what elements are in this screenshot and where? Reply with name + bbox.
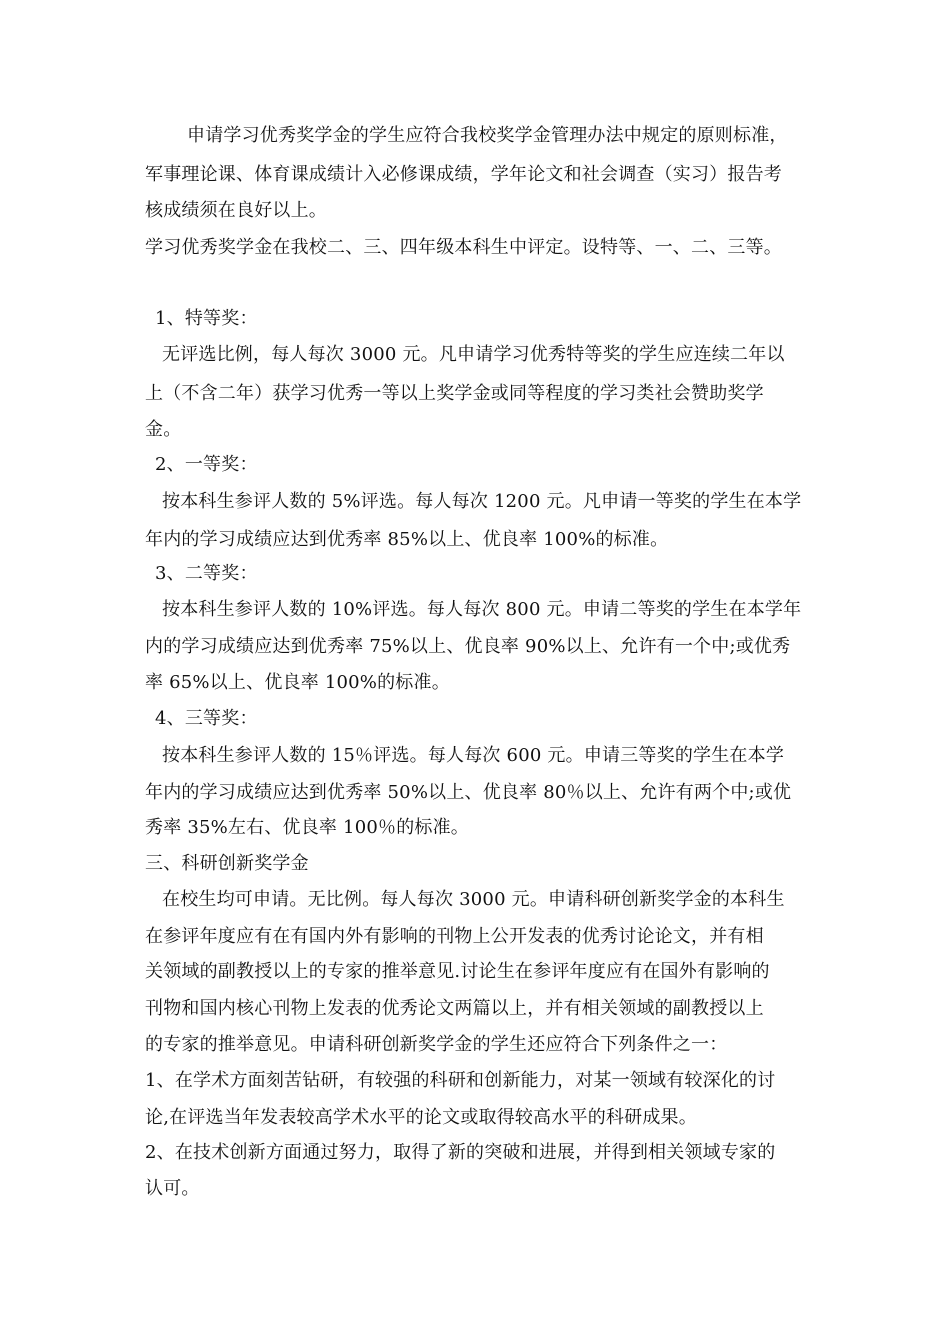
section-heading: 1、特等奖： [155, 308, 258, 329]
paragraph-line: 无评选比例，每人每次 3000 元。凡申请学习优秀特等奖的学生应连续二年以 [162, 344, 785, 365]
paragraph-line: 2、在技术创新方面通过努力，取得了新的突破和进展，并得到相关领域专家的 [145, 1142, 776, 1163]
paragraph-line: 年内的学习成绩应达到优秀率 50%以上、优良率 80％以上、允许有两个中;或优 [145, 782, 792, 803]
paragraph-line: 率 65%以上、优良率 100%的标准。 [145, 672, 450, 693]
paragraph-line: 关领域的副教授以上的专家的推举意见.讨论生在参评年度应有在国外有影响的 [145, 961, 770, 982]
paragraph-line: 刊物和国内核心刊物上发表的优秀论文两篇以上，并有相关领域的副教授以上 [145, 998, 764, 1019]
section-heading: 3、二等奖： [155, 563, 258, 584]
paragraph-line: 在校生均可申请。无比例。每人每次 3000 元。申请科研创新奖学金的本科生 [162, 889, 785, 910]
paragraph-line: 金。 [145, 419, 182, 440]
section-heading: 三、科研创新奖学金 [145, 853, 309, 874]
paragraph-line: 论,在评选当年发表较高学术水平的论文或取得较高水平的科研成果。 [145, 1107, 697, 1128]
paragraph-line: 上（不含二年）获学习优秀一等以上奖学金或同等程度的学习类社会赞助奖学 [145, 383, 764, 404]
paragraph-line: 按本科生参评人数的 15％评选。每人每次 600 元。申请三等奖的学生在本学 [162, 745, 785, 766]
paragraph-line: 按本科生参评人数的 10%评选。每人每次 800 元。申请二等奖的学生在本学年 [162, 599, 802, 620]
paragraph-line: 年内的学习成绩应达到优秀率 85%以上、优良率 100%的标准。 [145, 529, 669, 550]
paragraph-line: 申请学习优秀奖学金的学生应符合我校奖学金管理办法中规定的原则标准， [187, 125, 788, 146]
paragraph-line: 按本科生参评人数的 5%评选。每人每次 1200 元。凡申请一等奖的学生在本学 [162, 491, 802, 512]
paragraph-line: 的专家的推举意见。申请科研创新奖学金的学生还应符合下列条件之一： [145, 1034, 728, 1055]
paragraph-line: 1、在学术方面刻苦钻研，有较强的科研和创新能力，对某一领域有较深化的讨 [145, 1070, 776, 1091]
paragraph-line: 秀率 35%左右、优良率 100％的标准。 [145, 817, 470, 838]
section-heading: 2、一等奖： [155, 454, 258, 475]
paragraph-line: 军事理论课、体育课成绩计入必修课成绩，学年论文和社会调查（实习）报告考 [145, 164, 782, 185]
paragraph-line: 内的学习成绩应达到优秀率 75%以上、优良率 90%以上、允许有一个中;或优秀 [145, 636, 791, 657]
paragraph-line: 在参评年度应有在有国内外有影响的刊物上公开发表的优秀讨论论文，并有相 [145, 926, 764, 947]
paragraph-line: 学习优秀奖学金在我校二、三、四年级本科生中评定。设特等、一、二、三等。 [145, 237, 782, 258]
paragraph-line: 核成绩须在良好以上。 [145, 200, 327, 221]
paragraph-line: 认可。 [145, 1178, 200, 1199]
section-heading: 4、三等奖： [155, 708, 258, 729]
